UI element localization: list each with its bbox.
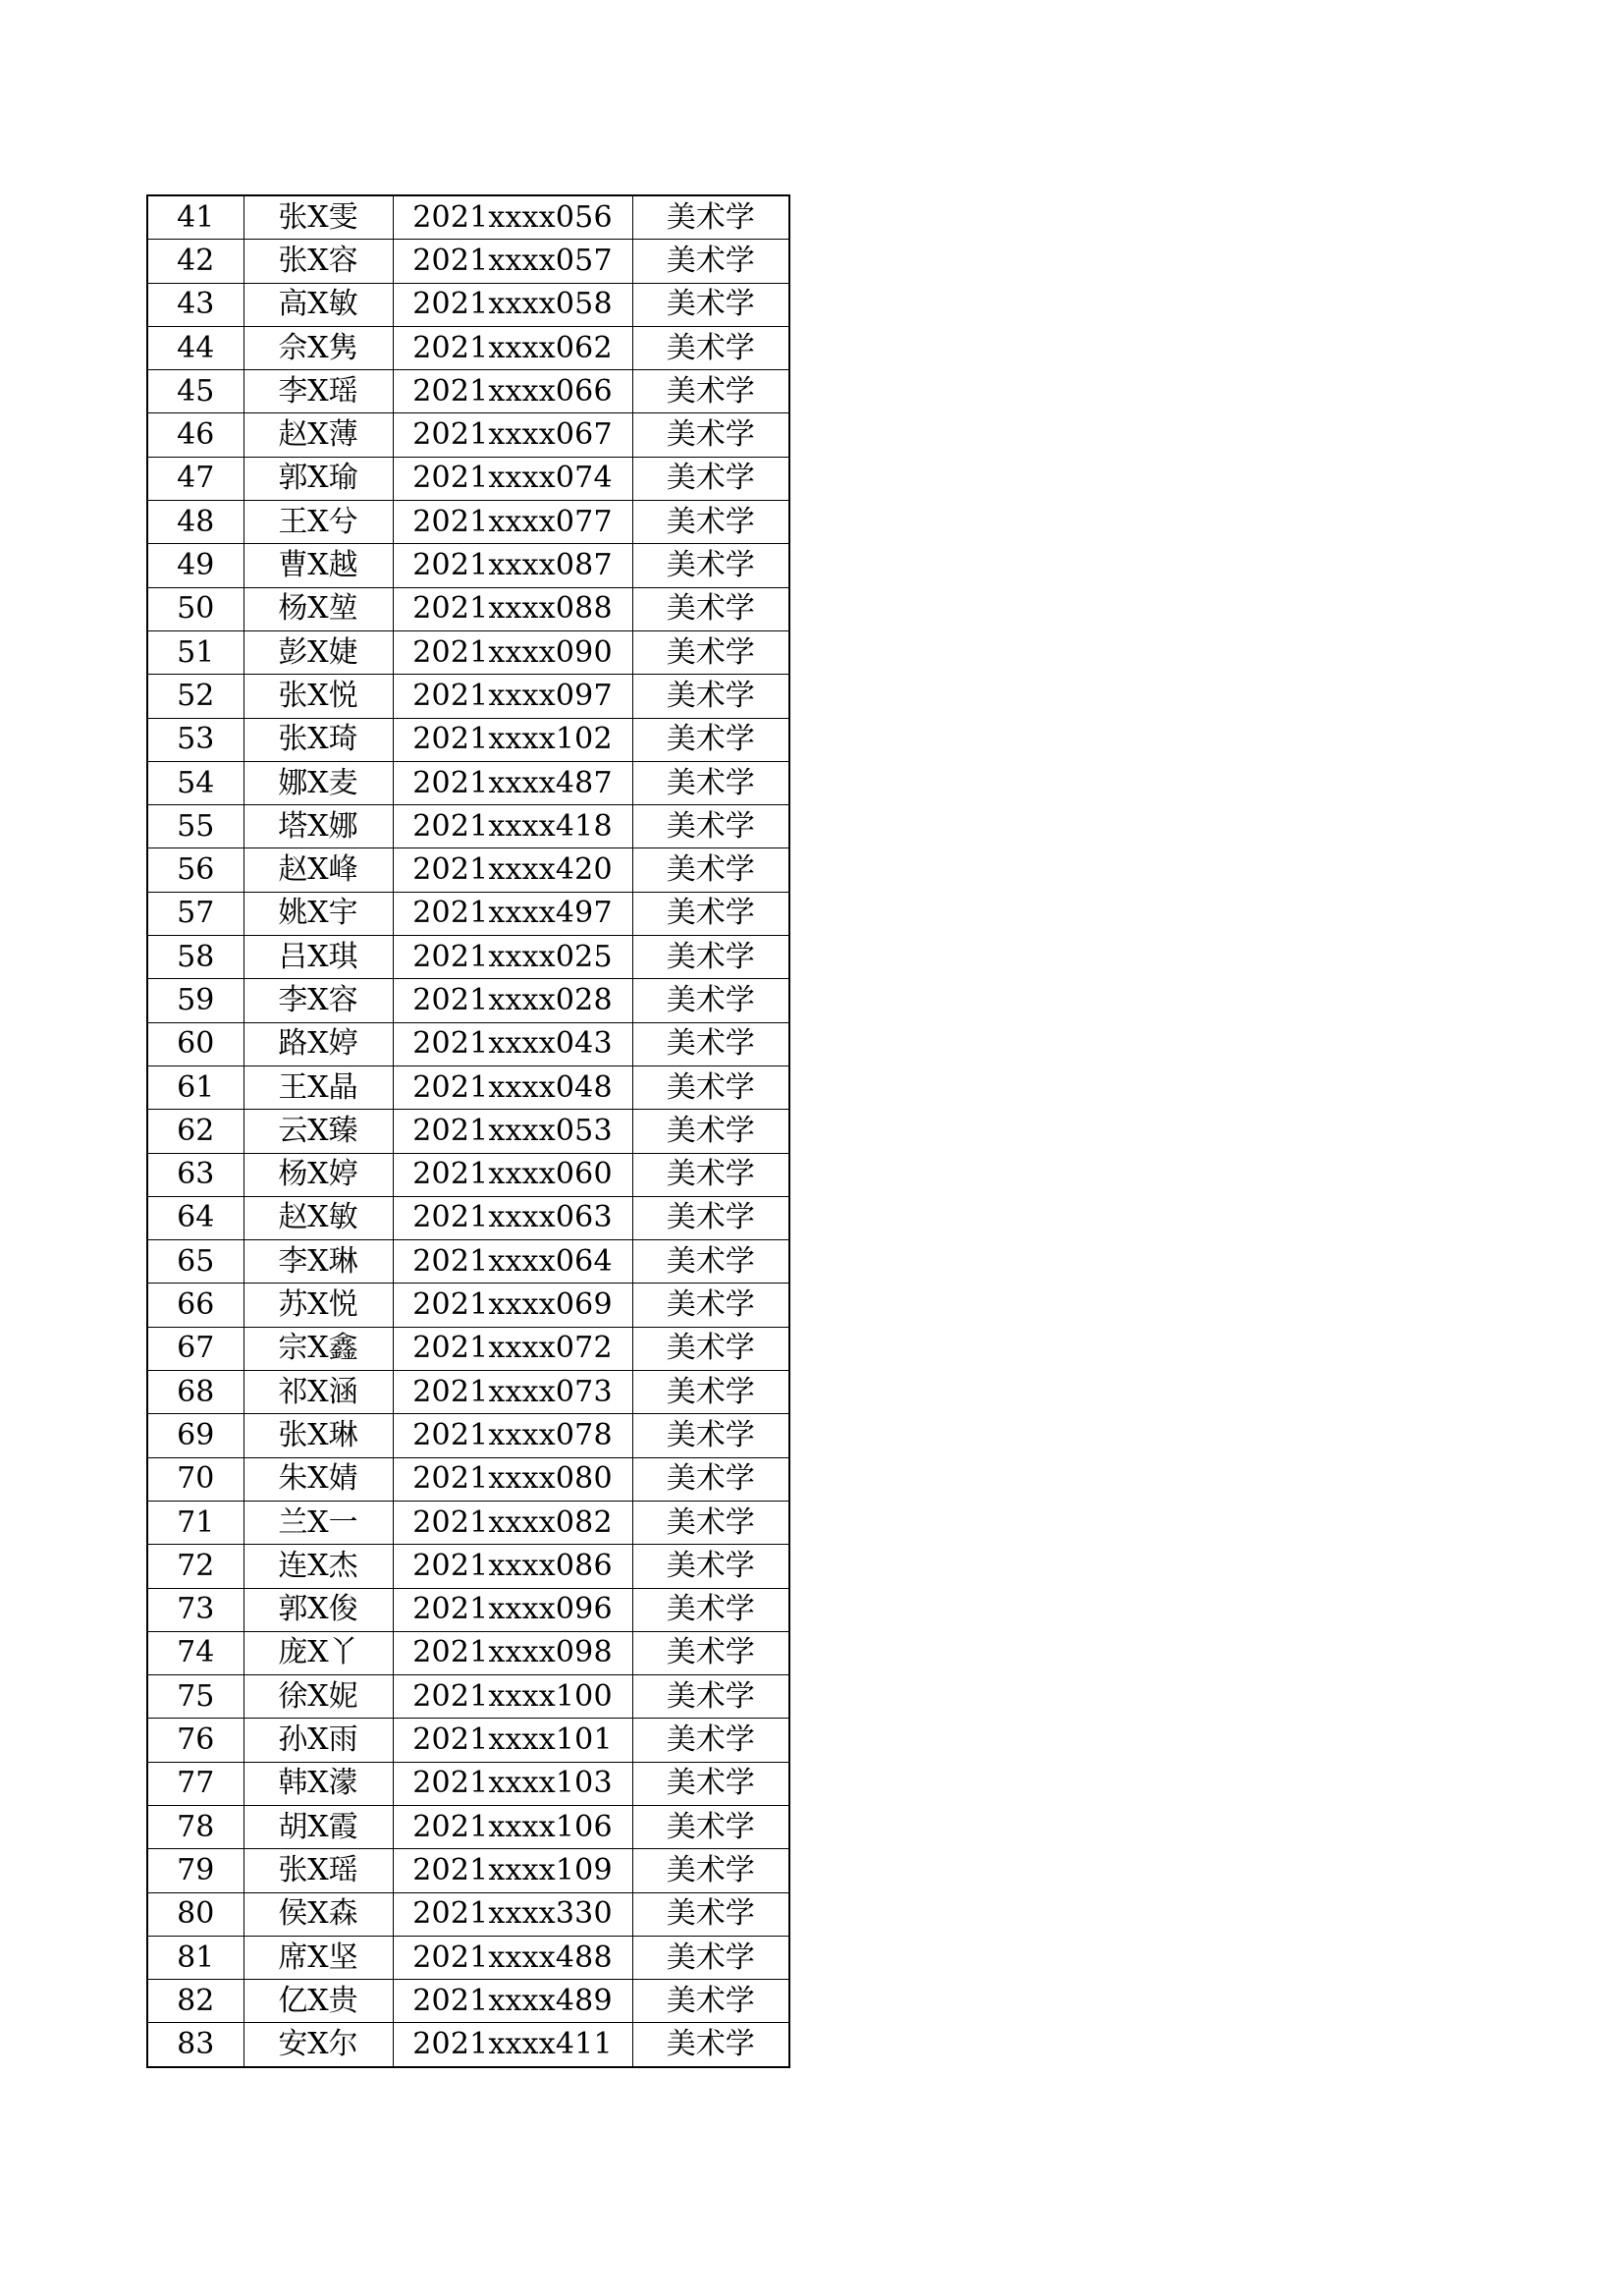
row-number-cell: 70 <box>147 1457 243 1501</box>
student-id-cell: 2021xxxx418 <box>393 805 632 848</box>
table-row <box>147 630 789 674</box>
major-cell: 美术学 <box>632 2023 789 2067</box>
major-cell: 美术学 <box>632 1849 789 1892</box>
student-id-cell: 2021xxxx497 <box>393 892 632 935</box>
major-cell: 美术学 <box>632 370 789 413</box>
student-name-cell: 孙X雨 <box>243 1719 393 1762</box>
table-row <box>147 1196 789 1239</box>
student-id-cell: 2021xxxx062 <box>393 326 632 369</box>
student-name-cell: 李X琳 <box>243 1240 393 1284</box>
student-name-cell: 吕X琪 <box>243 936 393 979</box>
major-cell: 美术学 <box>632 1631 789 1674</box>
table-row <box>147 2023 789 2067</box>
row-number-cell: 73 <box>147 1588 243 1631</box>
row-number-cell: 50 <box>147 587 243 630</box>
table-row <box>147 1240 789 1284</box>
table-row <box>147 1545 789 1588</box>
table-row <box>147 1110 789 1153</box>
student-name-cell: 赵X薄 <box>243 413 393 457</box>
row-number-cell: 57 <box>147 892 243 935</box>
student-id-cell: 2021xxxx109 <box>393 1849 632 1892</box>
row-number-cell: 68 <box>147 1371 243 1414</box>
row-number-cell: 59 <box>147 979 243 1022</box>
major-cell: 美术学 <box>632 1675 789 1719</box>
student-id-cell: 2021xxxx096 <box>393 1588 632 1631</box>
table-row <box>147 195 789 240</box>
row-number-cell: 58 <box>147 936 243 979</box>
row-number-cell: 42 <box>147 240 243 283</box>
major-cell: 美术学 <box>632 587 789 630</box>
student-name-cell: 李X容 <box>243 979 393 1022</box>
table-row <box>147 979 789 1022</box>
major-cell: 美术学 <box>632 1719 789 1762</box>
table-row <box>147 1501 789 1544</box>
row-number-cell: 66 <box>147 1284 243 1327</box>
major-cell: 美术学 <box>632 1371 789 1414</box>
student-id-cell: 2021xxxx420 <box>393 848 632 892</box>
student-name-cell: 赵X峰 <box>243 848 393 892</box>
student-id-cell: 2021xxxx080 <box>393 1457 632 1501</box>
student-name-cell: 祁X涵 <box>243 1371 393 1414</box>
student-id-cell: 2021xxxx056 <box>393 195 632 240</box>
major-cell: 美术学 <box>632 1066 789 1109</box>
row-number-cell: 80 <box>147 1892 243 1936</box>
table-row <box>147 1849 789 1892</box>
table-row <box>147 1588 789 1631</box>
student-name-cell: 张X琳 <box>243 1414 393 1457</box>
table-row <box>147 1805 789 1848</box>
major-cell: 美术学 <box>632 1284 789 1327</box>
table-row <box>147 457 789 500</box>
student-id-cell: 2021xxxx064 <box>393 1240 632 1284</box>
major-cell: 美术学 <box>632 936 789 979</box>
row-number-cell: 46 <box>147 413 243 457</box>
student-id-cell: 2021xxxx053 <box>393 1110 632 1153</box>
student-id-cell: 2021xxxx100 <box>393 1675 632 1719</box>
major-cell: 美术学 <box>632 1980 789 2023</box>
student-name-cell: 朱X婧 <box>243 1457 393 1501</box>
row-number-cell: 77 <box>147 1762 243 1805</box>
major-cell: 美术学 <box>632 1153 789 1196</box>
student-id-cell: 2021xxxx090 <box>393 630 632 674</box>
major-cell: 美术学 <box>632 1892 789 1936</box>
student-id-cell: 2021xxxx330 <box>393 1892 632 1936</box>
major-cell: 美术学 <box>632 457 789 500</box>
student-name-cell: 张X雯 <box>243 195 393 240</box>
student-name-cell: 李X瑶 <box>243 370 393 413</box>
row-number-cell: 62 <box>147 1110 243 1153</box>
row-number-cell: 63 <box>147 1153 243 1196</box>
student-id-cell: 2021xxxx082 <box>393 1501 632 1544</box>
row-number-cell: 49 <box>147 544 243 587</box>
row-number-cell: 72 <box>147 1545 243 1588</box>
row-number-cell: 54 <box>147 761 243 804</box>
student-name-cell: 宗X鑫 <box>243 1327 393 1370</box>
student-name-cell: 席X坚 <box>243 1936 393 1979</box>
major-cell: 美术学 <box>632 1457 789 1501</box>
table-row <box>147 1719 789 1762</box>
student-name-cell: 高X敏 <box>243 283 393 326</box>
student-id-cell: 2021xxxx063 <box>393 1196 632 1239</box>
student-name-cell: 杨X堃 <box>243 587 393 630</box>
row-number-cell: 82 <box>147 1980 243 2023</box>
table-row <box>147 501 789 544</box>
major-cell: 美术学 <box>632 1545 789 1588</box>
student-id-cell: 2021xxxx058 <box>393 283 632 326</box>
student-name-cell: 王X兮 <box>243 501 393 544</box>
student-name-cell: 娜X麦 <box>243 761 393 804</box>
student-name-cell: 赵X敏 <box>243 1196 393 1239</box>
table-row <box>147 1892 789 1936</box>
student-name-cell: 兰X一 <box>243 1501 393 1544</box>
student-id-cell: 2021xxxx097 <box>393 675 632 718</box>
student-id-cell: 2021xxxx048 <box>393 1066 632 1109</box>
student-id-cell: 2021xxxx043 <box>393 1022 632 1066</box>
table-row <box>147 544 789 587</box>
major-cell: 美术学 <box>632 283 789 326</box>
row-number-cell: 48 <box>147 501 243 544</box>
major-cell: 美术学 <box>632 544 789 587</box>
student-id-cell: 2021xxxx488 <box>393 1936 632 1979</box>
student-id-cell: 2021xxxx103 <box>393 1762 632 1805</box>
table-row <box>147 1457 789 1501</box>
table-row <box>147 892 789 935</box>
student-name-cell: 郭X瑜 <box>243 457 393 500</box>
student-id-cell: 2021xxxx088 <box>393 587 632 630</box>
major-cell: 美术学 <box>632 805 789 848</box>
major-cell: 美术学 <box>632 1501 789 1544</box>
document-page <box>146 194 790 2068</box>
row-number-cell: 56 <box>147 848 243 892</box>
major-cell: 美术学 <box>632 1805 789 1848</box>
major-cell: 美术学 <box>632 630 789 674</box>
table-row <box>147 1066 789 1109</box>
row-number-cell: 45 <box>147 370 243 413</box>
row-number-cell: 51 <box>147 630 243 674</box>
table-row <box>147 1414 789 1457</box>
row-number-cell: 65 <box>147 1240 243 1284</box>
student-id-cell: 2021xxxx489 <box>393 1980 632 2023</box>
table-row <box>147 805 789 848</box>
student-name-cell: 安X尔 <box>243 2023 393 2067</box>
student-name-cell: 亿X贵 <box>243 1980 393 2023</box>
student-id-cell: 2021xxxx078 <box>393 1414 632 1457</box>
major-cell: 美术学 <box>632 979 789 1022</box>
student-id-cell: 2021xxxx060 <box>393 1153 632 1196</box>
student-id-cell: 2021xxxx102 <box>393 718 632 761</box>
table-row <box>147 1284 789 1327</box>
student-name-cell: 胡X霞 <box>243 1805 393 1848</box>
table-row <box>147 1675 789 1719</box>
row-number-cell: 53 <box>147 718 243 761</box>
row-number-cell: 76 <box>147 1719 243 1762</box>
major-cell: 美术学 <box>632 195 789 240</box>
student-name-cell: 张X琦 <box>243 718 393 761</box>
table-row <box>147 1022 789 1066</box>
student-name-cell: 佘X隽 <box>243 326 393 369</box>
row-number-cell: 60 <box>147 1022 243 1066</box>
row-number-cell: 83 <box>147 2023 243 2067</box>
row-number-cell: 69 <box>147 1414 243 1457</box>
row-number-cell: 75 <box>147 1675 243 1719</box>
student-name-cell: 王X晶 <box>243 1066 393 1109</box>
major-cell: 美术学 <box>632 413 789 457</box>
major-cell: 美术学 <box>632 675 789 718</box>
major-cell: 美术学 <box>632 1022 789 1066</box>
roster-body <box>147 195 789 2067</box>
student-name-cell: 曹X越 <box>243 544 393 587</box>
table-row <box>147 240 789 283</box>
student-name-cell: 韩X濛 <box>243 1762 393 1805</box>
table-row <box>147 761 789 804</box>
major-cell: 美术学 <box>632 1588 789 1631</box>
row-number-cell: 55 <box>147 805 243 848</box>
major-cell: 美术学 <box>632 1762 789 1805</box>
student-id-cell: 2021xxxx487 <box>393 761 632 804</box>
student-id-cell: 2021xxxx057 <box>393 240 632 283</box>
table-row <box>147 848 789 892</box>
table-row <box>147 1980 789 2023</box>
student-name-cell: 徐X妮 <box>243 1675 393 1719</box>
major-cell: 美术学 <box>632 718 789 761</box>
major-cell: 美术学 <box>632 501 789 544</box>
student-name-cell: 张X悦 <box>243 675 393 718</box>
student-id-cell: 2021xxxx067 <box>393 413 632 457</box>
student-name-cell: 杨X婷 <box>243 1153 393 1196</box>
table-row <box>147 370 789 413</box>
student-name-cell: 侯X森 <box>243 1892 393 1936</box>
student-roster-table <box>146 194 790 2068</box>
table-row <box>147 587 789 630</box>
table-row <box>147 283 789 326</box>
row-number-cell: 81 <box>147 1936 243 1979</box>
major-cell: 美术学 <box>632 1240 789 1284</box>
major-cell: 美术学 <box>632 892 789 935</box>
student-id-cell: 2021xxxx077 <box>393 501 632 544</box>
student-name-cell: 路X婷 <box>243 1022 393 1066</box>
table-row <box>147 1327 789 1370</box>
student-id-cell: 2021xxxx106 <box>393 1805 632 1848</box>
major-cell: 美术学 <box>632 1414 789 1457</box>
row-number-cell: 74 <box>147 1631 243 1674</box>
row-number-cell: 41 <box>147 195 243 240</box>
row-number-cell: 78 <box>147 1805 243 1848</box>
row-number-cell: 67 <box>147 1327 243 1370</box>
student-name-cell: 姚X宇 <box>243 892 393 935</box>
major-cell: 美术学 <box>632 326 789 369</box>
table-row <box>147 936 789 979</box>
major-cell: 美术学 <box>632 1110 789 1153</box>
student-name-cell: 郭X俊 <box>243 1588 393 1631</box>
student-name-cell: 张X瑶 <box>243 1849 393 1892</box>
major-cell: 美术学 <box>632 761 789 804</box>
table-row <box>147 1936 789 1979</box>
row-number-cell: 64 <box>147 1196 243 1239</box>
student-id-cell: 2021xxxx072 <box>393 1327 632 1370</box>
major-cell: 美术学 <box>632 1196 789 1239</box>
student-name-cell: 张X容 <box>243 240 393 283</box>
student-name-cell: 云X臻 <box>243 1110 393 1153</box>
major-cell: 美术学 <box>632 240 789 283</box>
student-id-cell: 2021xxxx025 <box>393 936 632 979</box>
table-row <box>147 1631 789 1674</box>
student-name-cell: 庞X丫 <box>243 1631 393 1674</box>
student-id-cell: 2021xxxx074 <box>393 457 632 500</box>
table-row <box>147 326 789 369</box>
student-id-cell: 2021xxxx073 <box>393 1371 632 1414</box>
student-name-cell: 连X杰 <box>243 1545 393 1588</box>
student-id-cell: 2021xxxx098 <box>393 1631 632 1674</box>
student-id-cell: 2021xxxx087 <box>393 544 632 587</box>
major-cell: 美术学 <box>632 848 789 892</box>
student-id-cell: 2021xxxx411 <box>393 2023 632 2067</box>
row-number-cell: 79 <box>147 1849 243 1892</box>
student-name-cell: 苏X悦 <box>243 1284 393 1327</box>
student-id-cell: 2021xxxx086 <box>393 1545 632 1588</box>
table-row <box>147 718 789 761</box>
table-row <box>147 1371 789 1414</box>
row-number-cell: 52 <box>147 675 243 718</box>
row-number-cell: 47 <box>147 457 243 500</box>
row-number-cell: 61 <box>147 1066 243 1109</box>
row-number-cell: 43 <box>147 283 243 326</box>
table-row <box>147 413 789 457</box>
row-number-cell: 71 <box>147 1501 243 1544</box>
student-name-cell: 彭X婕 <box>243 630 393 674</box>
student-id-cell: 2021xxxx069 <box>393 1284 632 1327</box>
table-row <box>147 1153 789 1196</box>
table-row <box>147 675 789 718</box>
student-id-cell: 2021xxxx101 <box>393 1719 632 1762</box>
student-id-cell: 2021xxxx066 <box>393 370 632 413</box>
row-number-cell: 44 <box>147 326 243 369</box>
table-row <box>147 1762 789 1805</box>
student-name-cell: 塔X娜 <box>243 805 393 848</box>
major-cell: 美术学 <box>632 1936 789 1979</box>
major-cell: 美术学 <box>632 1327 789 1370</box>
student-id-cell: 2021xxxx028 <box>393 979 632 1022</box>
